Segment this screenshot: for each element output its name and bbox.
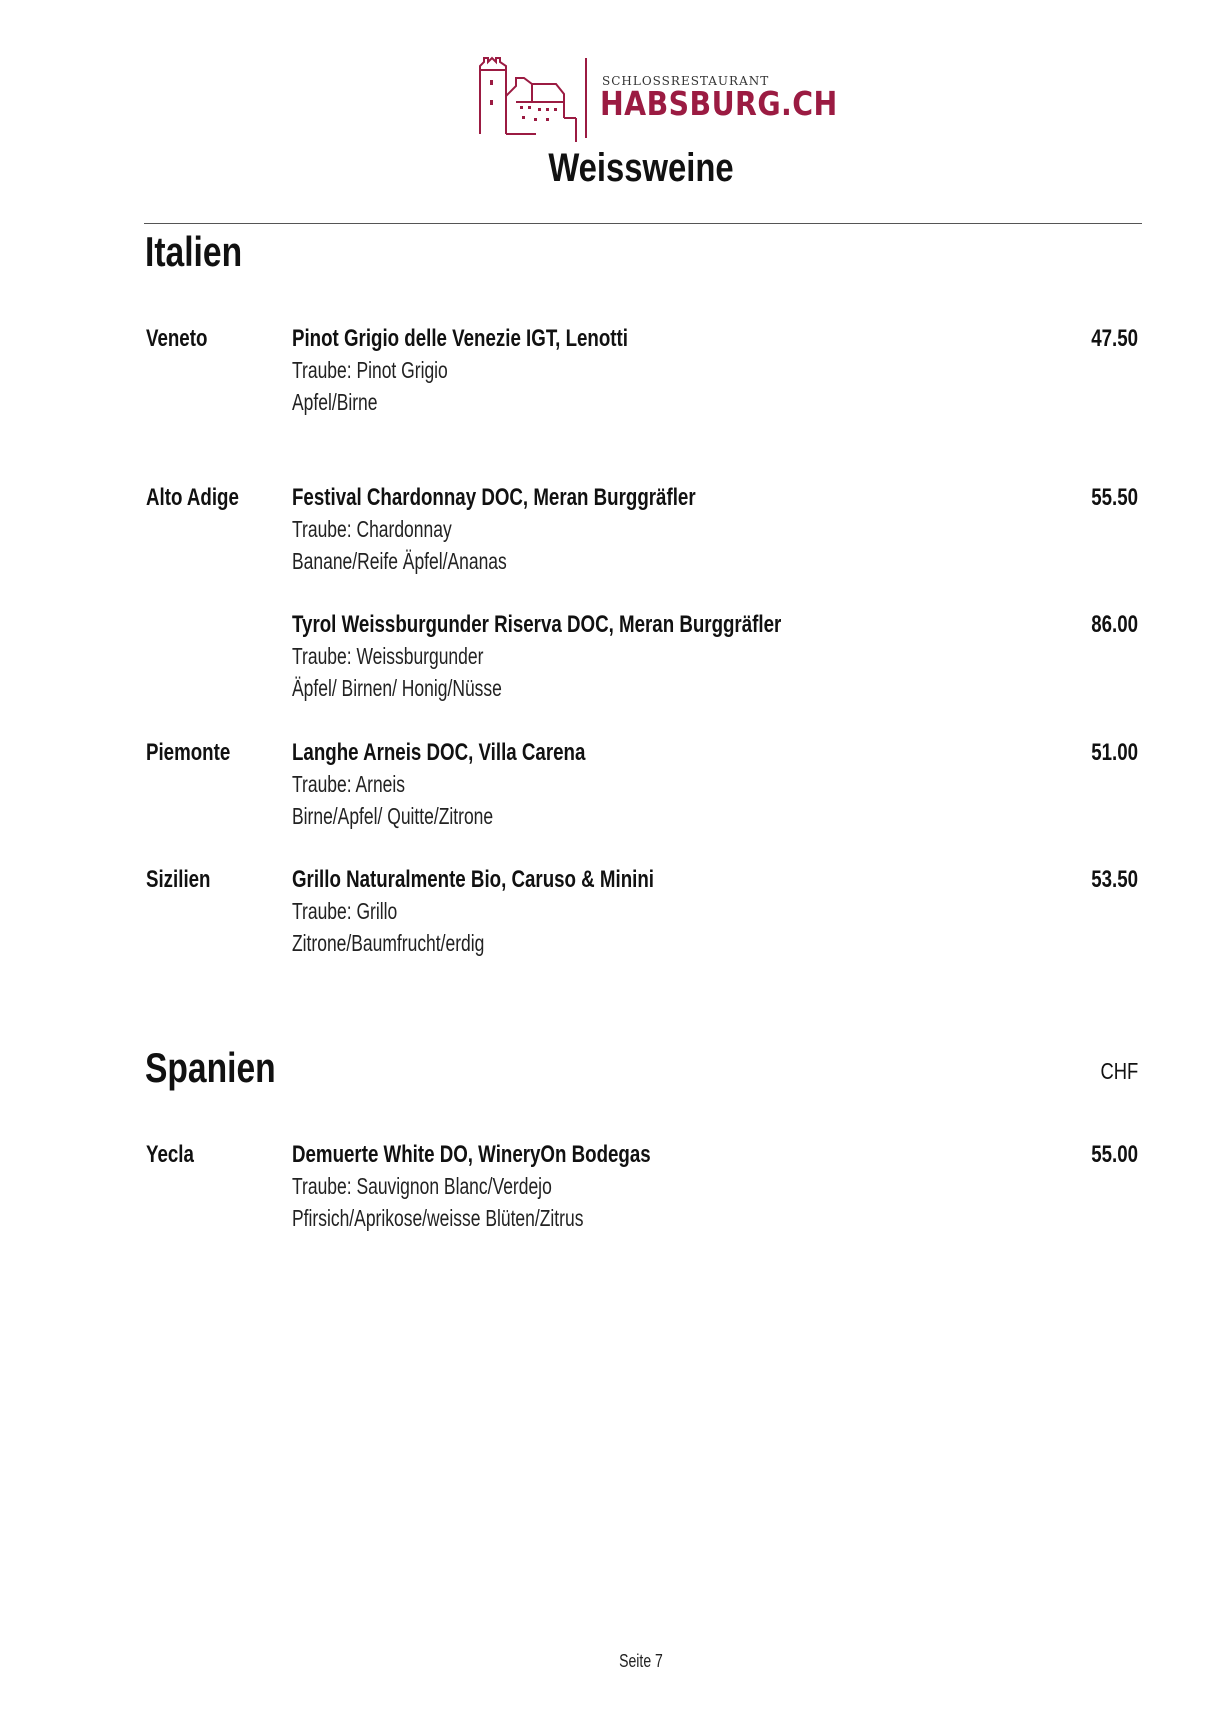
wine-region: Veneto <box>146 325 208 352</box>
wine-notes: Pfirsich/Aprikose/weisse Blüten/Zitrus <box>292 1205 584 1231</box>
wine-region: Alto Adige <box>146 484 239 511</box>
logo-subtitle: SCHLOSSRESTAURANT <box>602 74 770 88</box>
logo-wordmark: HABSBURG.CH <box>600 84 838 123</box>
wine-notes: Zitrone/Baumfrucht/erdig <box>292 930 485 956</box>
wine-price: 55.00 <box>1091 1141 1138 1168</box>
wine-name: Grillo Naturalmente Bio, Caruso & Minini <box>292 866 654 893</box>
wine-price: 51.00 <box>1091 739 1138 766</box>
wine-region: Piemonte <box>146 739 231 766</box>
wine-price: 47.50 <box>1091 325 1138 352</box>
restaurant-logo <box>476 56 838 142</box>
wine-name: Demuerte White DO, WineryOn Bodegas <box>292 1141 651 1168</box>
castle-icon <box>476 56 586 142</box>
title-divider <box>144 223 1142 224</box>
wine-notes: Äpfel/ Birnen/ Honig/Nüsse <box>292 675 502 701</box>
wine-grape: Traube: Weissburgunder <box>292 643 484 669</box>
wine-region: Sizilien <box>146 866 211 893</box>
wine-name: Tyrol Weissburgunder Riserva DOC, Meran Burggräfler <box>292 611 782 638</box>
wine-grape: Traube: Pinot Grigio <box>292 357 448 383</box>
wine-grape: Traube: Arneis <box>292 771 406 797</box>
wine-notes: Apfel/Birne <box>292 389 378 415</box>
wine-region: Yecla <box>146 1141 194 1168</box>
page-number: Seite 7 <box>619 1651 663 1671</box>
currency-label: CHF <box>1100 1058 1138 1084</box>
wine-name: Langhe Arneis DOC, Villa Carena <box>292 739 586 766</box>
wine-grape: Traube: Chardonnay <box>292 516 452 542</box>
wine-name: Festival Chardonnay DOC, Meran Burggräfler <box>292 484 696 511</box>
wine-name: Pinot Grigio delle Venezie IGT, Lenotti <box>292 325 628 352</box>
wine-grape: Traube: Sauvignon Blanc/Verdejo <box>292 1173 552 1199</box>
country-heading-spanien: Spanien <box>145 1044 276 1091</box>
page-title: Weissweine <box>548 146 734 190</box>
wine-price: 86.00 <box>1091 611 1138 638</box>
wine-notes: Birne/Apfel/ Quitte/Zitrone <box>292 803 494 829</box>
wine-price: 53.50 <box>1091 866 1138 893</box>
wine-grape: Traube: Grillo <box>292 898 398 924</box>
wine-notes: Banane/Reife Äpfel/Ananas <box>292 548 507 574</box>
country-heading-italien: Italien <box>145 228 243 275</box>
logo-divider <box>585 58 587 138</box>
wine-price: 55.50 <box>1091 484 1138 511</box>
